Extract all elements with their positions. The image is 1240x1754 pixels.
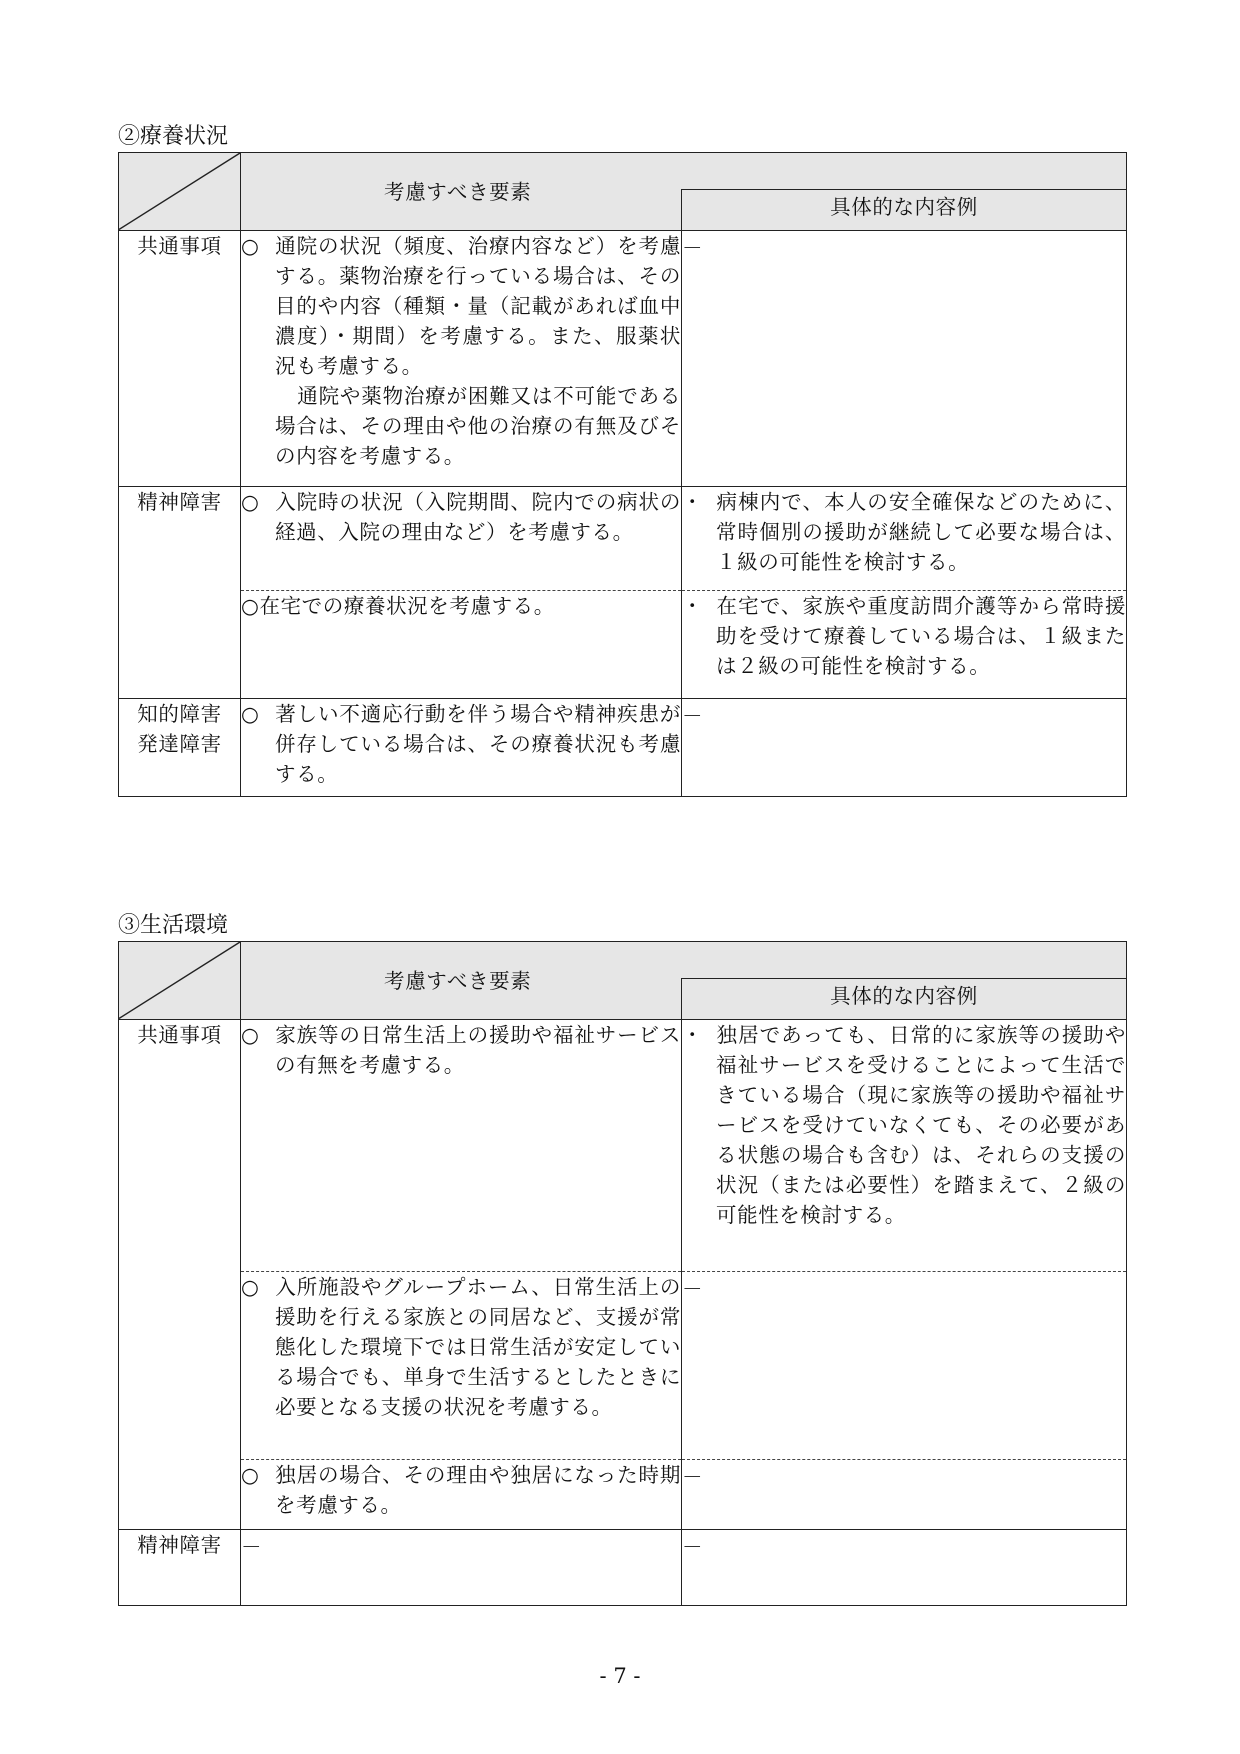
section-title-seikatsu: ③生活環境 [118,913,229,938]
mental-example-cell-2 [682,590,1127,698]
diagonal-line-icon [119,153,240,230]
intellectual-factor-text: 著しい不適応行動を伴う場合や精神疾患が併存している場合は、その療養状況も考慮する。 [275,701,681,786]
header-examples: 具体的な内容例 [682,189,1127,230]
header-factors-cell [241,153,682,204]
mental-example-text1: 病棟内で、本人の安全確保などのために、常時個別の援助が継続して必要な場合は、１級の可能性を検討する。 [716,489,1126,574]
bullet-mark: ・ [682,489,704,514]
bullet-mark: ・ [682,593,704,618]
mental-example-cell-1 [682,486,1127,590]
circle-mark: ○ [241,233,260,258]
mental-factor-cell: － [241,1529,682,1605]
circle-mark: ○ [241,701,260,726]
intellectual-example-cell: － [682,698,1127,796]
common-factor-text2: 入所施設やグループホーム、日常生活上の援助を行える家族との同居など、支援が常態化した環境下では日常生活が安定している場合でも、単身で生活するとしたときに必要となる支援の状況を考慮する。 [275,1274,681,1419]
header-examples: 具体的な内容例 [682,978,1127,1019]
common-example-text1: 独居であっても、日常的に家族等の援助や福祉サービスを受けることによって生活できている場合（現に家族等の援助や福祉サービスを受けていなくても、その必要がある状態の場合も含む）は、それらの支援の状況（または必要性）を踏まえて、２級の可能性を検討する。 [716,1022,1126,1227]
mental-example-cell: － [682,1529,1127,1605]
category-intellectual-line2: 発達障害 [137,731,222,756]
header-corner-cell [119,153,241,231]
common-factor-cell-3 [241,1459,682,1529]
section-title-ryouyou: ②療養状況 [118,124,229,149]
mental-example-text2: 在宅で、家族や重度訪問介護等から常時援助を受けて療養している場合は、１級または２級の可能性を検討する。 [716,593,1126,678]
header-factors-cell [241,942,682,993]
mental-factor-text2: ○在宅での療養状況を考慮する。 [241,593,555,618]
circle-mark: ○ [241,489,260,514]
intellectual-factor-cell [241,698,682,796]
common-factor-text2: 通院や薬物治療が困難又は不可能である場合は、その理由や他の治療の有無及びその内容を考慮する。 [275,383,681,468]
common-factor-cell [241,230,682,486]
category-mental: 精神障害 [119,1529,241,1605]
diagonal-line-icon [119,942,240,1019]
header-top-right-cell [682,153,1127,190]
category-common: 共通事項 [119,1019,241,1529]
category-intellectual-line1: 知的障害 [137,701,222,726]
common-example-cell-1 [682,1019,1127,1271]
mental-factor-cell-2 [241,590,682,698]
mental-factor-cell-1 [241,486,682,590]
header-factors: 考慮すべき要素 [384,180,532,204]
common-example-cell-2: － [682,1271,1127,1459]
seikatsu-table [118,941,1127,1606]
category-mental: 精神障害 [119,486,241,698]
common-factor-text1: 通院の状況（頻度、治療内容など）を考慮する。薬物治療を行っている場合は、その目的や内容（種類・量（記載があれば血中濃度）・期間）を考慮する。また、服薬状況も考慮する。 [275,233,681,378]
circle-mark: ○ [241,1274,260,1299]
common-example-cell-3: － [682,1459,1127,1529]
page-number: - 7 - [599,1664,641,1688]
bullet-mark: ・ [682,1022,704,1047]
category-common: 共通事項 [119,230,241,486]
common-factor-text3: 独居の場合、その理由や独居になった時期を考慮する。 [275,1462,681,1517]
header-corner-cell [119,942,241,1020]
circle-mark: ○ [241,1022,260,1047]
common-factor-paragraph-2 [241,381,681,471]
common-factor-cell-1 [241,1019,682,1271]
ryouyou-table [118,152,1127,797]
common-factor-paragraph [241,231,681,381]
mental-factor-text1: 入院時の状況（入院期間、院内での病状の経過、入院の理由など）を考慮する。 [275,489,681,544]
common-example-cell: － [682,230,1127,486]
category-intellectual [119,698,241,796]
common-factor-text1: 家族等の日常生活上の援助や福祉サービスの有無を考慮する。 [275,1022,681,1077]
common-factor-cell-2 [241,1271,682,1459]
header-factors: 考慮すべき要素 [384,969,532,993]
header-top-right-cell [682,942,1127,979]
circle-mark: ○ [241,1462,260,1487]
